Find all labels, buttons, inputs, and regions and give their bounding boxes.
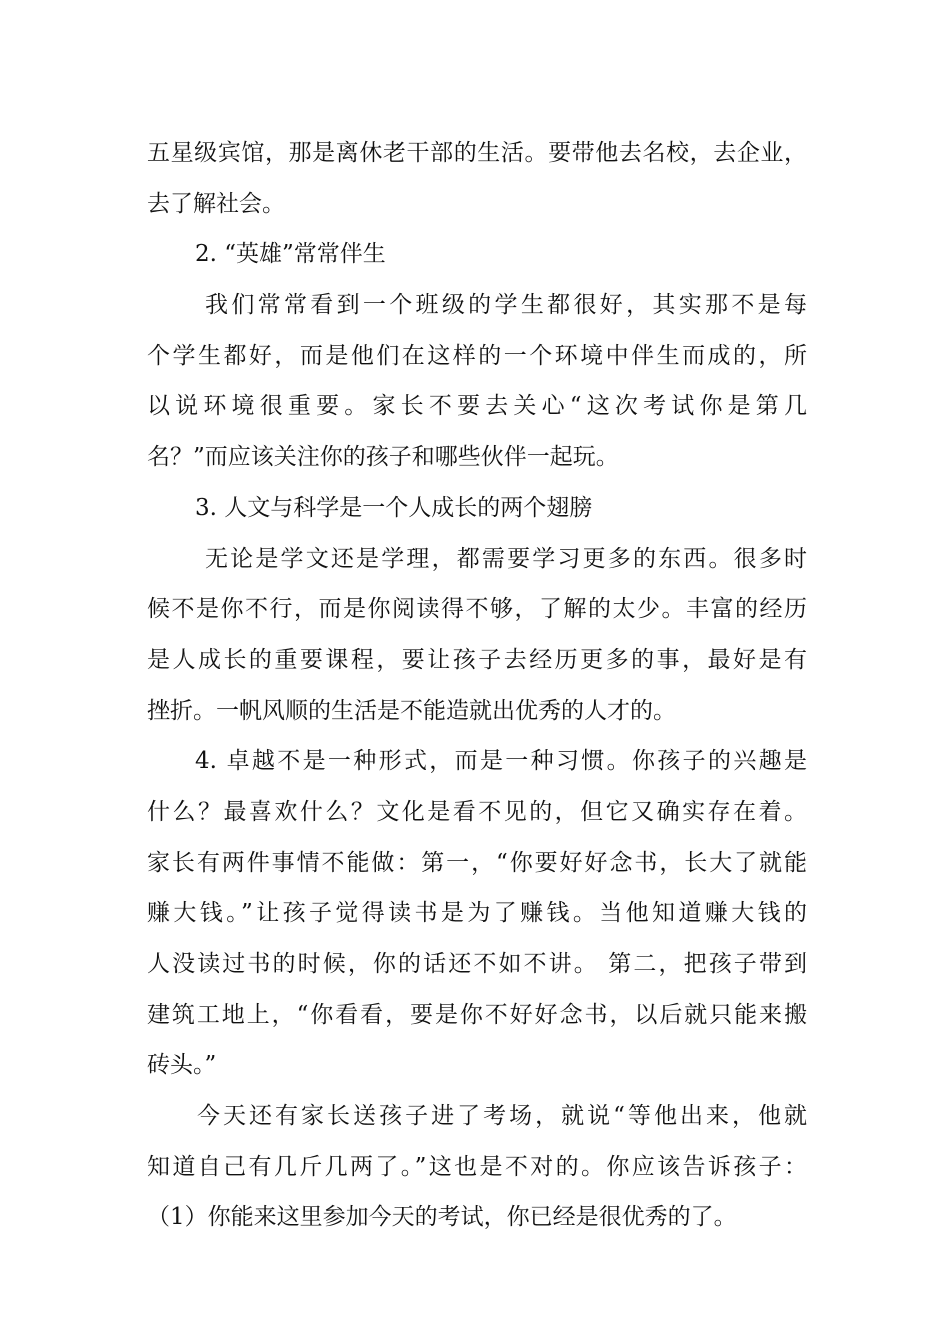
text-line: 我们常常看到一个班级的学生都很好，其实那不是每 [205, 292, 807, 319]
section-heading: 3. 人文与科学是一个人成长的两个翅膀 [195, 494, 593, 521]
text-line: （1）你能来这里参加今天的考试，你已经是很优秀的了。 [147, 1204, 737, 1231]
text-line: 砖头。” [147, 1052, 217, 1079]
text-line: 无论是学文还是学理，都需要学习更多的东西。很多时 [205, 545, 807, 572]
text-line: 建筑工地上，“你看看，要是你不好好念书，以后就只能来搬 [147, 1001, 807, 1028]
section-heading: 4. 卓越不是一种形式，而是一种习惯。你孩子的兴趣是 [195, 748, 807, 775]
text-line: 知道自己有几斤几两了。”这也是不对的。你应该告诉孩子： [147, 1153, 807, 1180]
text-line: 候不是你不行，而是你阅读得不够，了解的太少。丰富的经历 [147, 596, 807, 623]
text-line: 个学生都好，而是他们在这样的一个环境中伴生而成的，所 [147, 342, 807, 369]
text-line: 五星级宾馆，那是离休老干部的生活。要带他去名校，去企业， [147, 140, 807, 166]
text-line: 家长有两件事情不能做：第一，“你要好好念书，长大了就能 [147, 849, 807, 876]
text-line: 挫折。一帆风顺的生活是不能造就出优秀的人才的。 [147, 697, 676, 724]
text-line: 是人成长的重要课程，要让孩子去经历更多的事，最好是有 [147, 646, 807, 673]
text-line: 去了解社会。 [147, 190, 285, 217]
text-line: 赚大钱。”让孩子觉得读书是为了赚钱。当他知道赚大钱的 [147, 900, 807, 927]
section-heading: 2. “英雄”常常伴生 [195, 241, 386, 268]
text-line: 人没读过书的时候，你的话还不如不讲。 第二，把孩子带到 [147, 951, 807, 977]
text-line: 什么？最喜欢什么？文化是看不见的，但它又确实存在着。 [147, 798, 807, 825]
text-line: 今天还有家长送孩子进了考场，就说“等他出来，他就 [197, 1103, 807, 1130]
document-body [147, 128, 807, 1243]
text-line: 以说环境很重要。家长不要去关心“这次考试你是第几 [147, 393, 807, 420]
text-line: 名？”而应该关注你的孩子和哪些伙伴一起玩。 [147, 444, 619, 471]
